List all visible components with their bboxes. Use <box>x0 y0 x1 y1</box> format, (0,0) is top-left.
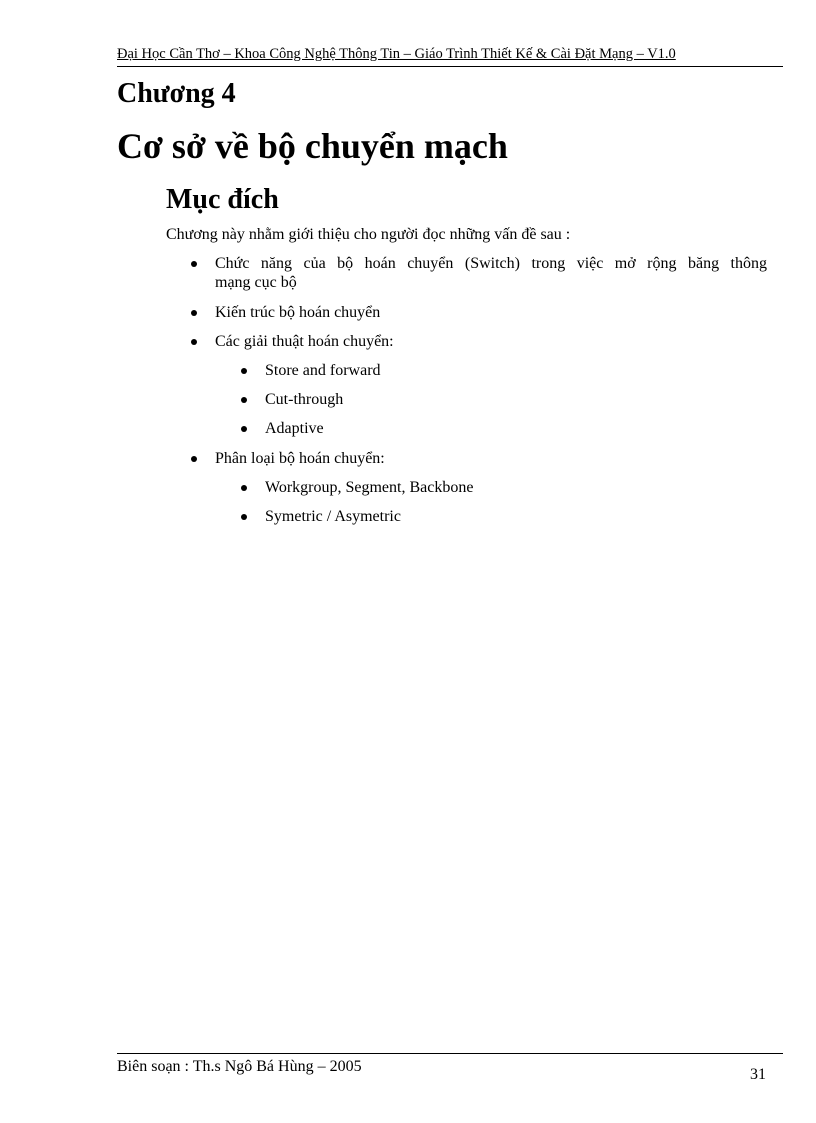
footer-author: Biên soạn : Th.s Ngô Bá Hùng – 2005 <box>117 1058 362 1075</box>
list-item: Workgroup, Segment, Backbone <box>265 479 474 496</box>
bullet-icon <box>241 397 247 403</box>
list-item: Cut-through <box>265 391 344 408</box>
bullet-icon <box>191 339 197 345</box>
bullet-icon <box>241 485 247 491</box>
list-item: Phân loại bộ hoán chuyển: <box>215 450 385 467</box>
chapter-label: Chương 4 <box>117 78 236 109</box>
bullet-icon <box>241 514 247 520</box>
list-item: Adaptive <box>265 420 324 437</box>
list-item-text-line1: Chức năng của bộ hoán chuyển (Switch) trong việc mở rộng băng thông <box>215 255 767 272</box>
page-number: 31 <box>750 1066 766 1083</box>
page-header <box>117 44 783 67</box>
bullet-icon <box>241 368 247 374</box>
list-item-text-line2: mạng cục bộ <box>215 274 297 291</box>
chapter-title: Cơ sở về bộ chuyển mạch <box>117 126 508 166</box>
list-item: Các giải thuật hoán chuyển: <box>215 333 394 350</box>
list-item: Kiến trúc bộ hoán chuyển <box>215 304 381 321</box>
bullet-icon <box>191 456 197 462</box>
bullet-icon <box>191 261 197 267</box>
section-heading: Mục đích <box>166 184 279 215</box>
section-intro: Chương này nhằm giới thiệu cho người đọc những vấn đề sau : <box>166 226 571 243</box>
bullet-icon <box>191 310 197 316</box>
list-item: Symetric / Asymetric <box>265 508 401 525</box>
footer-rule <box>117 1053 783 1054</box>
list-item <box>215 254 767 292</box>
bullet-icon <box>241 426 247 432</box>
header-text: Đại Học Cần Thơ – Khoa Công Nghệ Thông Tin – Giáo Trình Thiết Kế & Cài Đặt Mạng – V1.0 <box>117 46 676 62</box>
list-item: Store and forward <box>265 362 381 379</box>
